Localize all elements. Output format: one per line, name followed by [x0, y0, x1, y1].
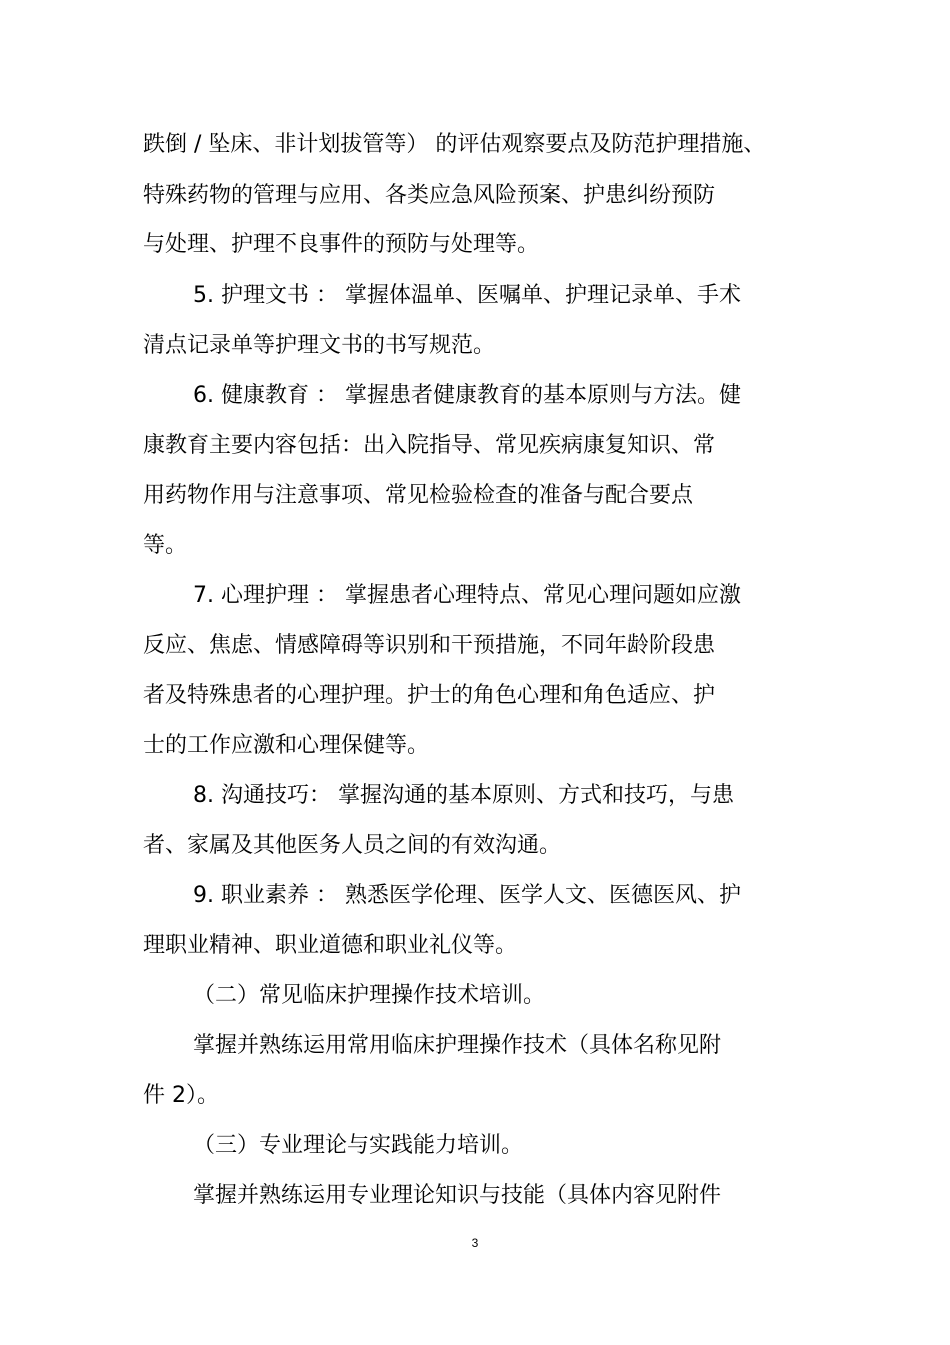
text-line: 6. 健康教育 ： 掌握患者健康教育的基本原则与方法。健 [193, 383, 741, 408]
text-line: 与处理、护理不良事件的预防与处理等。 [143, 232, 540, 257]
text-line: 理职业精神、职业道德和职业礼仪等。 [143, 933, 518, 958]
text-line: 康教育主要内容包括：出入院指导、常见疾病康复知识、常 [143, 433, 716, 458]
text-line: 8. 沟通技巧： 掌握沟通的基本原则、方式和技巧，与患 [193, 783, 734, 808]
text-line: 9. 职业素养 ： 熟悉医学伦理、医学人文、医德医风、护 [193, 883, 741, 908]
page-number: 3 [471, 1236, 479, 1250]
text-line: 等。 [143, 533, 188, 558]
text-line: 7. 心理护理 ： 掌握患者心理特点、常见心理问题如应激 [193, 583, 741, 608]
text-line: 件 2）。 [143, 1083, 219, 1108]
text-line: 5. 护理文书 ： 掌握体温单、医嘱单、护理记录单、手术 [193, 283, 741, 308]
text-line: 特殊药物的管理与应用、各类应急风险预案、护患纠纷预防 [143, 183, 716, 208]
section-heading: （二）常见临床护理操作技术培训。 [193, 983, 546, 1008]
section-heading: （三）专业理论与实践能力培训。 [193, 1133, 524, 1158]
text-line: 士的工作应激和心理保健等。 [143, 733, 430, 758]
text-line: 者及特殊患者的心理护理。护士的角色心理和角色适应、护 [143, 683, 716, 708]
text-line: 跌倒 / 坠床、非计划拔管等） 的评估观察要点及防范护理措施、 [143, 132, 766, 157]
text-line: 用药物作用与注意事项、常见检验检查的准备与配合要点 [143, 483, 694, 508]
text-line: 掌握并熟练运用专业理论知识与技能（具体内容见附件 [193, 1183, 722, 1208]
text-line: 掌握并熟练运用常用临床护理操作技术（具体名称见附 [193, 1033, 722, 1058]
text-line: 清点记录单等护理文书的书写规范。 [143, 333, 496, 358]
text-line: 反应、焦虑、情感障碍等识别和干预措施，不同年龄阶段患 [143, 633, 716, 658]
text-line: 者、家属及其他医务人员之间的有效沟通。 [143, 833, 562, 858]
